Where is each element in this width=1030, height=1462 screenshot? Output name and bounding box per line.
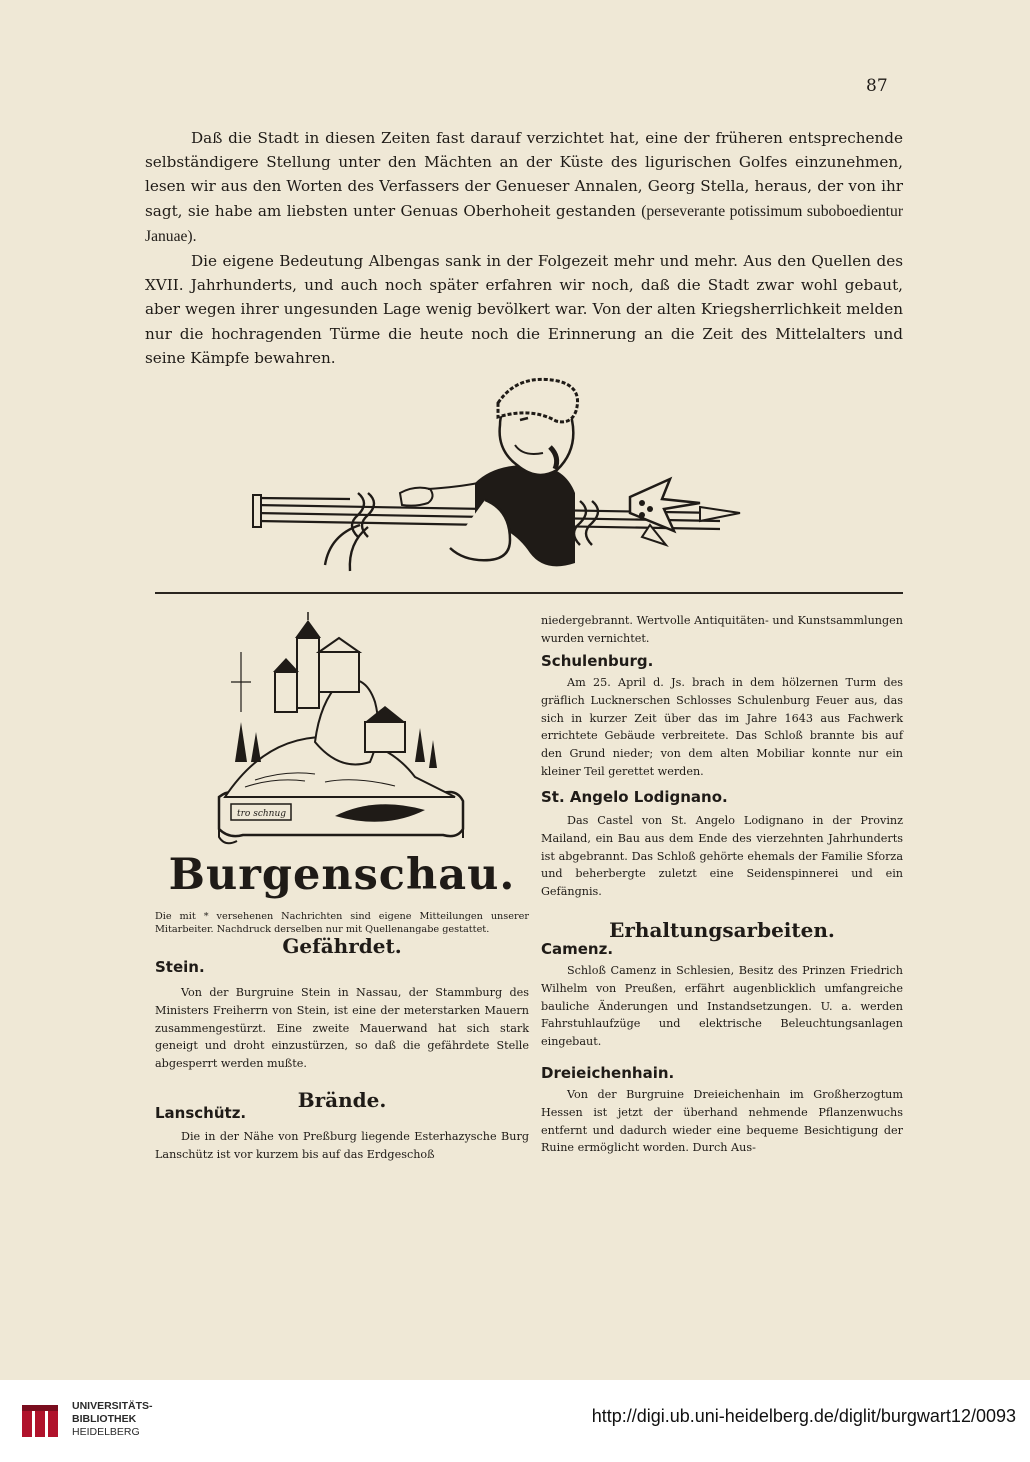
item-text-st-angelo: Das Castel von St. Angelo Lodignano in der Provinz Mailand, ein Bau aus dem Ende des vierzehnten Jahrhunderts ist abgebrannt. Das Schloß gehörte ehemals der Familie Sforza und beherbergte zuletzt eine Seidenspinnerei und ein Gefängnis.	[541, 814, 903, 899]
item-heading-schulenburg: Schulenburg.	[541, 652, 654, 670]
item-text-dreieichenhain: Von der Burgruine Dreieichenhain im Großherzogtum Hessen ist jetzt der überhand nehmende Pflanzenwuchs entfernt und dadurch wieder eine bequeme Besichtigung der Ruine ermöglicht worden. Durch Aus-	[541, 1088, 903, 1155]
heading-braende: Brände.	[297, 1088, 387, 1112]
castle-vignette-illustration	[215, 612, 467, 852]
item-heading-camenz: Camenz.	[541, 940, 614, 958]
section-divider	[155, 592, 903, 594]
intro-paragraph-1: Daß die Stadt in diesen Zeiten fast darauf verzichtet hat, eine der früheren entsprechende selbständigere Stellung unter den Mächten an der Küste des ligurischen Golfes einzunehmen, lesen wir aus den Worten des Verfassers der Genueser Annalen, Georg Stella, heraus, der von ihr sagt, sie habe am liebsten unter Genuas Oberhoheit gestanden (perseverante potissimum suboboedientur Januae).	[145, 129, 904, 245]
item-heading-dreieichenhain: Dreieichenhain.	[541, 1064, 675, 1082]
library-name: UNIVERSITÄTS- BIBLIOTHEK HEIDELBERG	[72, 1400, 153, 1438]
intro-paragraph-2: Die eigene Bedeutung Albengas sank in der Folgezeit mehr und mehr. Aus den Quellen des XVII. Jahrhunderts, und auch noch später erfahren wir noch, daß die Stadt zwar wohl gebaut, aber wegen ihrer ungesunden Lage wenig bevölkert war. Von der alten Kriegsherrlichkeit melden nur die hochragenden Türme die heute noch die Erinnerung an die Zeit des Mittelalters und seine Kämpfe bewahren.	[145, 252, 903, 367]
item-text-camenz: Schloß Camenz in Schlesien, Besitz des Prinzen Friedrich Wilhelm von Preußen, erfährt augenblicklich umfangreiche bauliche Änderungen und Instandsetzungen. U. a. werden Fahrstuhlaufzüge und elektrische Beleuchtungsanlagen eingebaut.	[541, 964, 903, 1049]
latin-quote: (perseverante potissimum suboboedientur Januae).	[145, 202, 904, 245]
item-text-schulenburg: Am 25. April d. Js. brach in dem hölzernen Turm des gräflich Lucknerschen Schlosses Schulenburg Feuer aus, das sich in kurzer Zeit über das im Jahre 1643 aus Fachwerk errichtete Gebäude verbreitete. Das Schloß brannte bis auf den Grund nieder; von dem alten Mobiliar konnte nur ein kleiner Teil gerettet werden.	[541, 676, 903, 778]
source-url-link[interactable]: http://digi.ub.uni-heidelberg.de/diglit/burgwart12/0093	[591, 1406, 1016, 1426]
svg-text:tro schnug: tro schnug	[237, 809, 287, 819]
masthead-note: Die mit * versehenen Nachrichten sind eigene Mitteilungen unserer Mitarbeiter. Nachdruck derselben nur mit Quellenangabe gestattet.	[155, 910, 529, 935]
item-text-lanschuetz: Die in der Nähe von Preßburg liegende Esterhazysche Burg Lanschütz ist vor kurzem bis auf das Erdgeschoß	[155, 1130, 529, 1161]
footer-bar	[0, 1380, 1030, 1462]
halberd-bearer-illustration	[250, 375, 775, 575]
item-text-lanschuetz-continued: niedergebrannt. Wertvolle Antiquitäten- und Kunstsammlungen wurden vernichtet.	[541, 614, 903, 645]
masthead-title: Burgenschau.	[168, 850, 516, 900]
heading-erhaltungsarbeiten: Erhaltungsarbeiten.	[609, 918, 835, 942]
intro-text	[145, 126, 903, 370]
item-heading-stein: Stein.	[155, 958, 205, 976]
heading-gefaehrdet: Gefährdet.	[282, 934, 402, 958]
item-heading-st-angelo: St. Angelo Lodignano.	[541, 788, 728, 806]
item-heading-lanschuetz: Lanschütz.	[155, 1104, 247, 1122]
university-library-logo-icon	[18, 1399, 62, 1443]
page-number: 87	[866, 76, 888, 96]
item-text-stein: Von der Burgruine Stein in Nassau, der Stammburg des Ministers Freiherrn von Stein, ist eine der meterstarken Mauern zusammengestürzt. Eine zweite Mauerwand hat sich stark geneigt und droht einzustürzen, so daß die gefährdete Stelle abgesperrt werden mußte.	[155, 986, 529, 1071]
